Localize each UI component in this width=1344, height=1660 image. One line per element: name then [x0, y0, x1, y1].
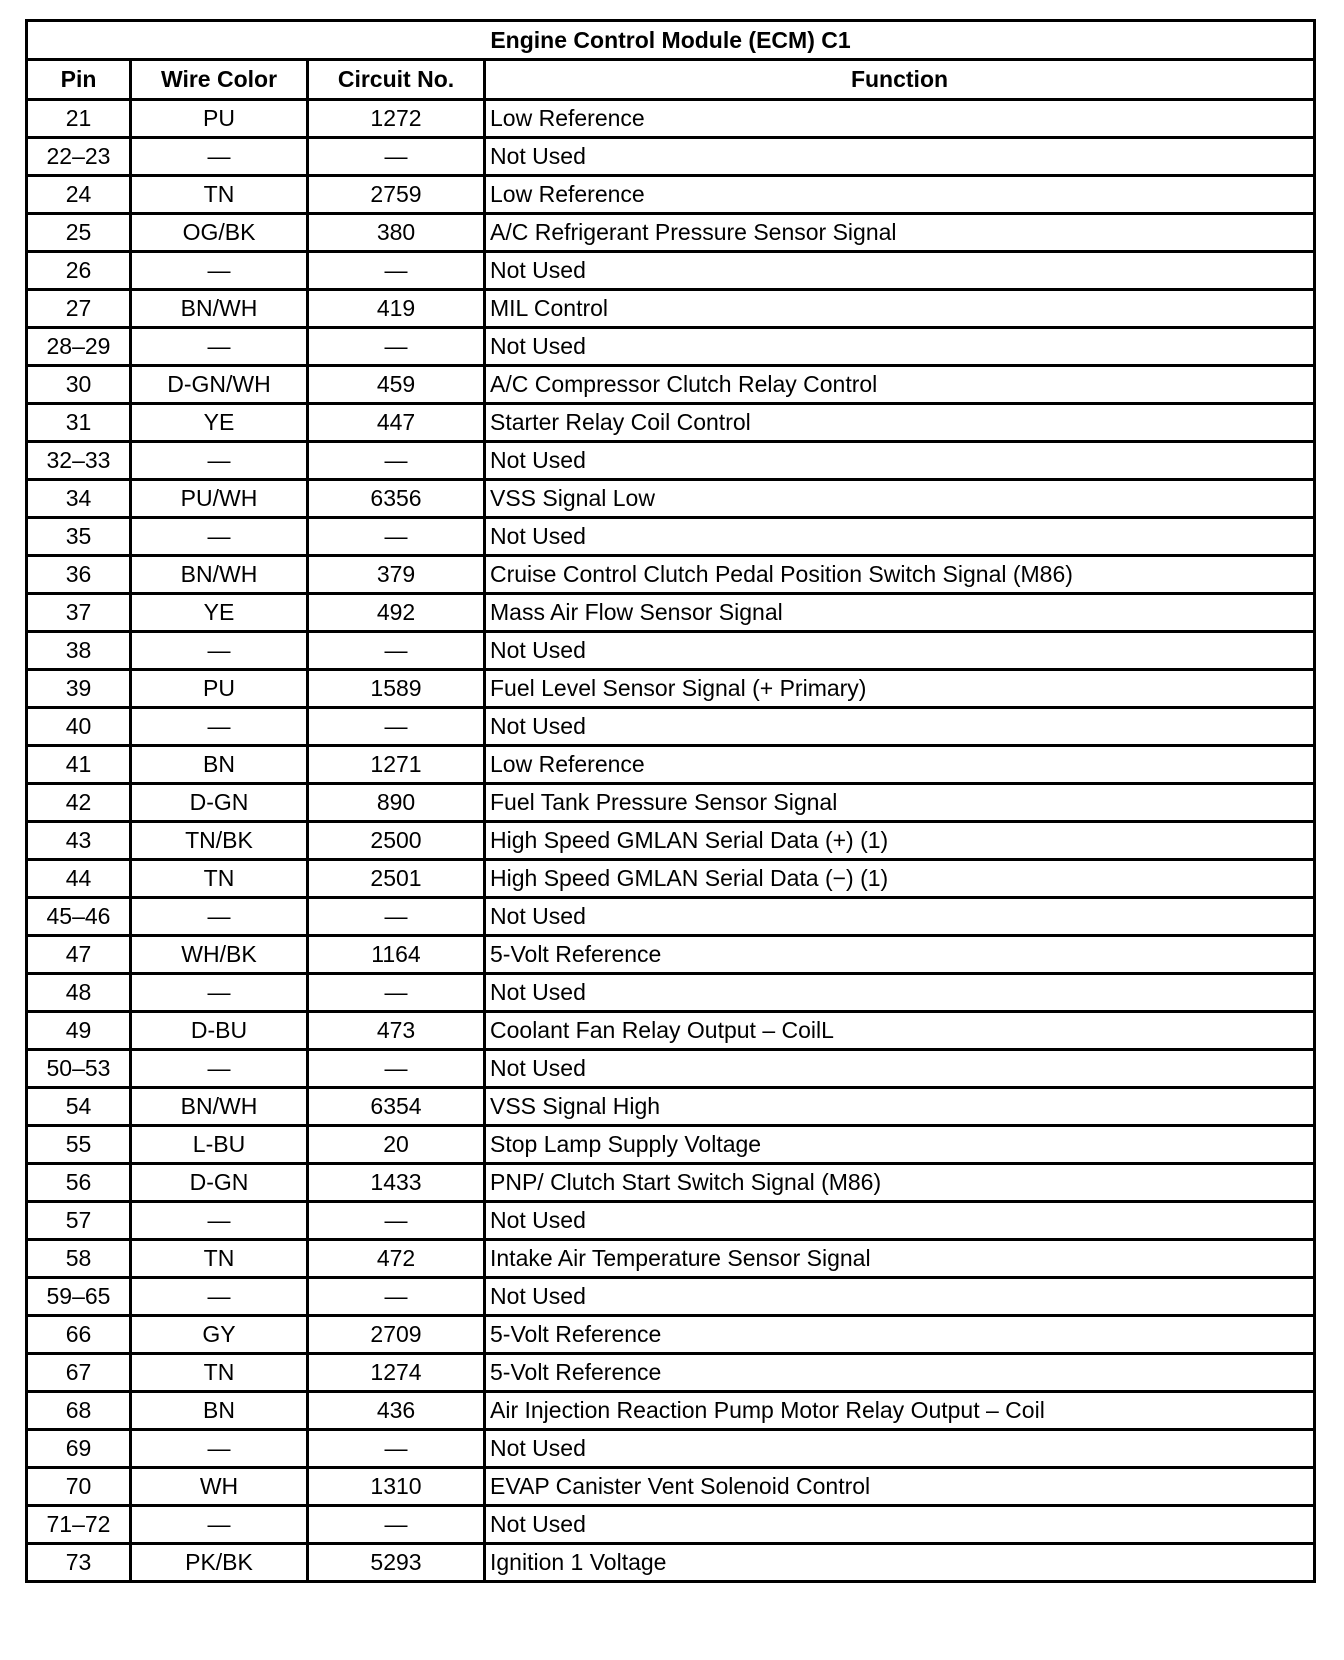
circuit-no-cell: 2709 — [308, 1316, 485, 1354]
table-row — [27, 252, 1315, 290]
table-row — [27, 974, 1315, 1012]
function-cell: Not Used — [485, 252, 1315, 290]
wire-color-cell: TN — [131, 1240, 308, 1278]
circuit-no-cell: 1274 — [308, 1354, 485, 1392]
wire-color-cell: — — [131, 442, 308, 480]
wire-color-cell: — — [131, 518, 308, 556]
circuit-no-cell: — — [308, 1050, 485, 1088]
wire-color-cell: — — [131, 1430, 308, 1468]
table-row — [27, 1430, 1315, 1468]
table-row — [27, 1354, 1315, 1392]
circuit-no-cell: 5293 — [308, 1544, 485, 1582]
pin-cell: 47 — [27, 936, 131, 974]
circuit-no-cell: — — [308, 252, 485, 290]
circuit-no-cell: 492 — [308, 594, 485, 632]
table-row — [27, 328, 1315, 366]
circuit-no-cell: — — [308, 138, 485, 176]
pin-cell: 39 — [27, 670, 131, 708]
pin-cell: 56 — [27, 1164, 131, 1202]
function-cell: MIL Control — [485, 290, 1315, 328]
table-row — [27, 404, 1315, 442]
circuit-no-cell: 6354 — [308, 1088, 485, 1126]
circuit-no-cell: — — [308, 1202, 485, 1240]
wire-color-cell: PU — [131, 100, 308, 138]
table-row — [27, 556, 1315, 594]
table-row — [27, 746, 1315, 784]
table-row — [27, 1468, 1315, 1506]
function-cell: Intake Air Temperature Sensor Signal — [485, 1240, 1315, 1278]
table-row — [27, 898, 1315, 936]
pin-cell: 34 — [27, 480, 131, 518]
wire-color-cell: — — [131, 1050, 308, 1088]
pin-cell: 27 — [27, 290, 131, 328]
wire-color-cell: D-BU — [131, 1012, 308, 1050]
function-cell: Not Used — [485, 138, 1315, 176]
table-body — [27, 100, 1315, 1582]
header-function: Function — [485, 60, 1315, 100]
table-row — [27, 708, 1315, 746]
table-row — [27, 138, 1315, 176]
function-cell: Low Reference — [485, 176, 1315, 214]
pin-cell: 38 — [27, 632, 131, 670]
pin-cell: 32–33 — [27, 442, 131, 480]
wire-color-cell: PU/WH — [131, 480, 308, 518]
wire-color-cell: GY — [131, 1316, 308, 1354]
table-row — [27, 214, 1315, 252]
circuit-no-cell: — — [308, 442, 485, 480]
circuit-no-cell: 419 — [308, 290, 485, 328]
function-cell: Mass Air Flow Sensor Signal — [485, 594, 1315, 632]
pin-cell: 36 — [27, 556, 131, 594]
wire-color-cell: TN — [131, 1354, 308, 1392]
pin-cell: 43 — [27, 822, 131, 860]
function-cell: Not Used — [485, 1506, 1315, 1544]
pin-cell: 44 — [27, 860, 131, 898]
circuit-no-cell: 447 — [308, 404, 485, 442]
header-pin: Pin — [27, 60, 131, 100]
function-cell: Air Injection Reaction Pump Motor Relay Output – Coil — [485, 1392, 1315, 1430]
pin-cell: 54 — [27, 1088, 131, 1126]
pin-cell: 42 — [27, 784, 131, 822]
circuit-no-cell: — — [308, 708, 485, 746]
function-cell: PNP/ Clutch Start Switch Signal (M86) — [485, 1164, 1315, 1202]
circuit-no-cell: — — [308, 974, 485, 1012]
wire-color-cell: BN/WH — [131, 1088, 308, 1126]
circuit-no-cell: 2759 — [308, 176, 485, 214]
table-row — [27, 670, 1315, 708]
pin-cell: 49 — [27, 1012, 131, 1050]
function-cell: Not Used — [485, 1278, 1315, 1316]
header-row — [27, 60, 1315, 100]
pin-cell: 31 — [27, 404, 131, 442]
wire-color-cell: — — [131, 1202, 308, 1240]
wire-color-cell: PK/BK — [131, 1544, 308, 1582]
pin-cell: 59–65 — [27, 1278, 131, 1316]
table-row — [27, 632, 1315, 670]
function-cell: 5-Volt Reference — [485, 1354, 1315, 1392]
circuit-no-cell: — — [308, 632, 485, 670]
table-title: Engine Control Module (ECM) C1 — [27, 21, 1315, 60]
wire-color-cell: OG/BK — [131, 214, 308, 252]
wire-color-cell: BN — [131, 1392, 308, 1430]
table-row — [27, 1392, 1315, 1430]
circuit-no-cell: 436 — [308, 1392, 485, 1430]
table-row — [27, 176, 1315, 214]
circuit-no-cell: 1310 — [308, 1468, 485, 1506]
wire-color-cell: — — [131, 1278, 308, 1316]
wire-color-cell: — — [131, 1506, 308, 1544]
pin-cell: 35 — [27, 518, 131, 556]
wire-color-cell: BN/WH — [131, 556, 308, 594]
pin-cell: 69 — [27, 1430, 131, 1468]
circuit-no-cell: — — [308, 1278, 485, 1316]
function-cell: High Speed GMLAN Serial Data (+) (1) — [485, 822, 1315, 860]
table-row — [27, 1240, 1315, 1278]
function-cell: A/C Compressor Clutch Relay Control — [485, 366, 1315, 404]
pin-cell: 37 — [27, 594, 131, 632]
circuit-no-cell: 1272 — [308, 100, 485, 138]
function-cell: Coolant Fan Relay Output – CoilL — [485, 1012, 1315, 1050]
table-row — [27, 1012, 1315, 1050]
function-cell: Not Used — [485, 442, 1315, 480]
table-row — [27, 518, 1315, 556]
circuit-no-cell: — — [308, 898, 485, 936]
function-cell: Not Used — [485, 1430, 1315, 1468]
circuit-no-cell: 20 — [308, 1126, 485, 1164]
pin-cell: 55 — [27, 1126, 131, 1164]
pin-cell: 73 — [27, 1544, 131, 1582]
wire-color-cell: — — [131, 708, 308, 746]
circuit-no-cell: 1589 — [308, 670, 485, 708]
function-cell: Low Reference — [485, 100, 1315, 138]
wire-color-cell: D-GN — [131, 1164, 308, 1202]
pin-cell: 70 — [27, 1468, 131, 1506]
function-cell: Not Used — [485, 1050, 1315, 1088]
wire-color-cell: YE — [131, 594, 308, 632]
function-cell: Not Used — [485, 974, 1315, 1012]
wire-color-cell: TN — [131, 176, 308, 214]
wire-color-cell: — — [131, 898, 308, 936]
header-circuit-no: Circuit No. — [308, 60, 485, 100]
function-cell: Not Used — [485, 518, 1315, 556]
table-row — [27, 1316, 1315, 1354]
pin-cell: 45–46 — [27, 898, 131, 936]
circuit-no-cell: 6356 — [308, 480, 485, 518]
pin-cell: 68 — [27, 1392, 131, 1430]
circuit-no-cell: 1433 — [308, 1164, 485, 1202]
table-row — [27, 860, 1315, 898]
wire-color-cell: D-GN — [131, 784, 308, 822]
function-cell: Not Used — [485, 632, 1315, 670]
table-row — [27, 366, 1315, 404]
wire-color-cell: WH — [131, 1468, 308, 1506]
circuit-no-cell: 459 — [308, 366, 485, 404]
function-cell: A/C Refrigerant Pressure Sensor Signal — [485, 214, 1315, 252]
function-cell: Stop Lamp Supply Voltage — [485, 1126, 1315, 1164]
circuit-no-cell: 2500 — [308, 822, 485, 860]
circuit-no-cell: — — [308, 328, 485, 366]
function-cell: Not Used — [485, 898, 1315, 936]
table-row — [27, 1088, 1315, 1126]
table-row — [27, 480, 1315, 518]
pin-cell: 40 — [27, 708, 131, 746]
circuit-no-cell: 380 — [308, 214, 485, 252]
function-cell: Ignition 1 Voltage — [485, 1544, 1315, 1582]
pin-cell: 41 — [27, 746, 131, 784]
pin-cell: 21 — [27, 100, 131, 138]
wire-color-cell: — — [131, 328, 308, 366]
function-cell: EVAP Canister Vent Solenoid Control — [485, 1468, 1315, 1506]
pin-cell: 57 — [27, 1202, 131, 1240]
pin-cell: 25 — [27, 214, 131, 252]
wire-color-cell: D-GN/WH — [131, 366, 308, 404]
wire-color-cell: — — [131, 974, 308, 1012]
circuit-no-cell: 1271 — [308, 746, 485, 784]
function-cell: 5-Volt Reference — [485, 936, 1315, 974]
pin-cell: 58 — [27, 1240, 131, 1278]
table-row — [27, 1202, 1315, 1240]
pin-cell: 66 — [27, 1316, 131, 1354]
wire-color-cell: BN/WH — [131, 290, 308, 328]
table-row — [27, 442, 1315, 480]
pin-cell: 71–72 — [27, 1506, 131, 1544]
circuit-no-cell: 1164 — [308, 936, 485, 974]
function-cell: Fuel Tank Pressure Sensor Signal — [485, 784, 1315, 822]
function-cell: Fuel Level Sensor Signal (+ Primary) — [485, 670, 1315, 708]
function-cell: Cruise Control Clutch Pedal Position Switch Signal (M86) — [485, 556, 1315, 594]
table-row — [27, 822, 1315, 860]
header-wire-color: Wire Color — [131, 60, 308, 100]
circuit-no-cell: — — [308, 1430, 485, 1468]
table-row — [27, 290, 1315, 328]
circuit-no-cell: 379 — [308, 556, 485, 594]
function-cell: High Speed GMLAN Serial Data (−) (1) — [485, 860, 1315, 898]
table-row — [27, 594, 1315, 632]
function-cell: Starter Relay Coil Control — [485, 404, 1315, 442]
wire-color-cell: — — [131, 138, 308, 176]
circuit-no-cell: 473 — [308, 1012, 485, 1050]
circuit-no-cell: 472 — [308, 1240, 485, 1278]
wire-color-cell: L-BU — [131, 1126, 308, 1164]
pin-cell: 48 — [27, 974, 131, 1012]
table-row — [27, 936, 1315, 974]
circuit-no-cell: — — [308, 518, 485, 556]
function-cell: Not Used — [485, 328, 1315, 366]
table-row — [27, 1126, 1315, 1164]
wire-color-cell: WH/BK — [131, 936, 308, 974]
pin-cell: 24 — [27, 176, 131, 214]
pin-cell: 30 — [27, 366, 131, 404]
table-row — [27, 1544, 1315, 1582]
pin-cell: 26 — [27, 252, 131, 290]
circuit-no-cell: 2501 — [308, 860, 485, 898]
table-title-row — [27, 21, 1315, 60]
function-cell: 5-Volt Reference — [485, 1316, 1315, 1354]
table-row — [27, 1278, 1315, 1316]
table-row — [27, 1050, 1315, 1088]
pin-cell: 28–29 — [27, 328, 131, 366]
function-cell: VSS Signal High — [485, 1088, 1315, 1126]
wire-color-cell: — — [131, 252, 308, 290]
table-row — [27, 100, 1315, 138]
function-cell: Not Used — [485, 708, 1315, 746]
wire-color-cell: PU — [131, 670, 308, 708]
table-row — [27, 1506, 1315, 1544]
wire-color-cell: TN/BK — [131, 822, 308, 860]
wire-color-cell: — — [131, 632, 308, 670]
table-row — [27, 1164, 1315, 1202]
circuit-no-cell: 890 — [308, 784, 485, 822]
ecm-connector-table — [25, 19, 1316, 1583]
circuit-no-cell: — — [308, 1506, 485, 1544]
wire-color-cell: BN — [131, 746, 308, 784]
pin-cell: 22–23 — [27, 138, 131, 176]
pin-cell: 67 — [27, 1354, 131, 1392]
wire-color-cell: TN — [131, 860, 308, 898]
function-cell: VSS Signal Low — [485, 480, 1315, 518]
table-row — [27, 784, 1315, 822]
wire-color-cell: YE — [131, 404, 308, 442]
function-cell: Not Used — [485, 1202, 1315, 1240]
function-cell: Low Reference — [485, 746, 1315, 784]
pin-cell: 50–53 — [27, 1050, 131, 1088]
